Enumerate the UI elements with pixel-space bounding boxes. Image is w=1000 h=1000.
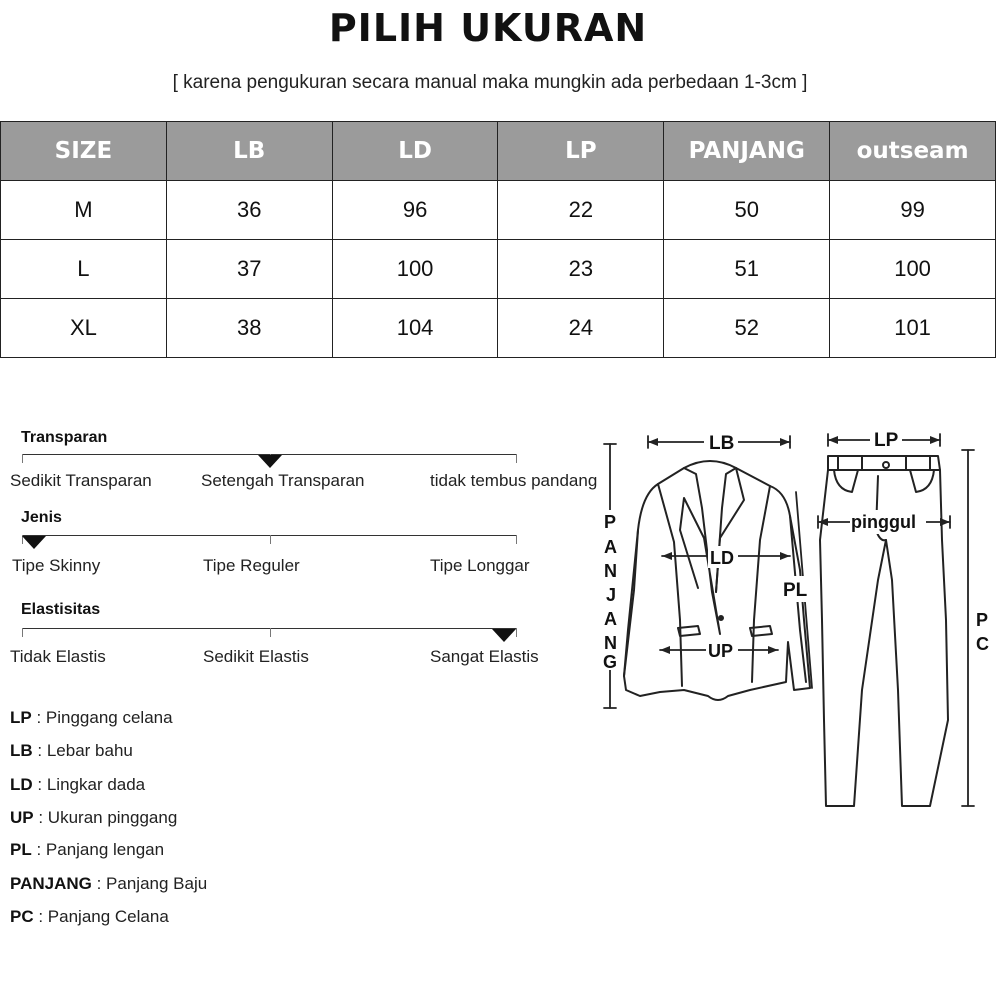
panjang-letter: G [603,652,618,672]
table-row [1,240,996,299]
legend-abbr: LP [10,708,32,727]
scale-option: tidak tembus pandang [430,471,598,490]
scale-option: Setengah Transparan [201,471,365,490]
scale-option: Tidak Elastis [10,647,106,666]
scale-tick [270,628,271,637]
header-ld: LD [332,122,498,181]
scale-option: Sedikit Transparan [10,471,152,490]
label-up: UP [708,641,734,661]
table-cell: L [1,240,167,299]
scale-tick [22,628,23,637]
legend-abbr: LB [10,741,33,760]
header-panjang: PANJANG [664,122,830,181]
scale-tick [516,628,517,637]
scale-option: Tipe Skinny [12,556,101,575]
label-panjang [600,510,620,672]
legend-abbr: PC [10,907,34,926]
legend-abbr: UP [10,808,34,827]
scale-line [22,535,516,536]
scale-marker-icon [492,629,516,642]
table-cell: 38 [166,299,332,358]
label-pinggul: pinggul [851,512,916,532]
table-cell: M [1,181,167,240]
table-cell: 24 [498,299,664,358]
size-table [0,121,996,358]
legend-desc: Ukuran pinggang [47,808,178,827]
scale-title: Transparan [21,429,108,446]
legend-sep: : [33,808,48,827]
table-cell: 104 [332,299,498,358]
pc-letter: C [976,634,989,654]
legend-abbr: LD [10,775,33,794]
legend-item-up [10,808,177,828]
table-cell: 96 [332,181,498,240]
scale-marker-icon [258,455,282,468]
header-lb: LB [166,122,332,181]
legend-sep: : [32,775,47,794]
table-cell: 37 [166,240,332,299]
legend-item-pl [10,840,164,860]
table-cell: XL [1,299,167,358]
legend-item-lp [10,708,173,728]
scale-tick [516,535,517,544]
legend-desc: Lingkar dada [46,775,146,794]
table-row [1,299,996,358]
table-cell: 22 [498,181,664,240]
label-lp: LP [874,430,899,451]
scale-title: Jenis [21,509,62,526]
table-cell: 99 [830,181,996,240]
page-title: PILIH UKURAN [328,6,648,50]
panjang-letter: P [604,512,617,532]
legend-item-ld [10,775,145,795]
legend-desc: Pinggang celana [45,708,173,727]
legend-sep: : [91,874,107,893]
label-ld: LD [710,548,734,568]
table-cell: 100 [332,240,498,299]
scale-tick [516,454,517,463]
legend-sep: : [31,840,46,859]
legend-desc: Panjang Celana [47,907,169,926]
scale-line [22,628,516,629]
scale-option: Tipe Longgar [430,556,530,575]
legend-desc: Panjang Baju [106,874,208,893]
panjang-letter: N [604,633,617,653]
scale-option: Sangat Elastis [430,647,539,666]
label-pc [974,606,992,656]
legend-desc: Lebar bahu [46,741,133,760]
pc-letter: P [976,610,989,630]
label-pl: PL [783,580,808,601]
garment-measurement-diagram [600,420,992,820]
label-lb: LB [709,433,735,454]
table-cell: 23 [498,240,664,299]
scale-tick [270,535,271,544]
scale-title: Elastisitas [21,601,101,618]
scale-option: Tipe Reguler [203,556,300,575]
size-table-header-row [1,122,996,181]
panjang-letter: J [606,585,617,605]
legend-item-pc [10,907,169,927]
header-lp: LP [498,122,664,181]
table-cell: 36 [166,181,332,240]
table-cell: 52 [664,299,830,358]
legend-item-panjang [10,874,207,894]
legend-sep: : [31,708,46,727]
legend-sep: : [32,741,47,760]
table-cell: 50 [664,181,830,240]
scale-option: Sedikit Elastis [203,647,309,666]
legend-abbr: PL [10,840,32,859]
measurement-note: [ karena pengukuran secara manual maka mungkin ada perbedaan 1-3cm ] [172,72,808,93]
legend-desc: Panjang lengan [45,840,165,859]
legend-sep: : [33,907,48,926]
header-outseam: outseam [830,122,996,181]
scale-tick [22,454,23,463]
legend-abbr: PANJANG [10,874,92,893]
table-cell: 101 [830,299,996,358]
table-row [1,181,996,240]
table-cell: 100 [830,240,996,299]
panjang-letter: N [604,561,617,581]
legend-item-lb [10,741,133,761]
panjang-letter: A [604,609,617,629]
scale-marker-icon [22,536,46,549]
header-size: SIZE [1,122,167,181]
trousers-outline-icon [820,456,948,806]
table-cell: 51 [664,240,830,299]
panjang-letter: A [604,537,617,557]
